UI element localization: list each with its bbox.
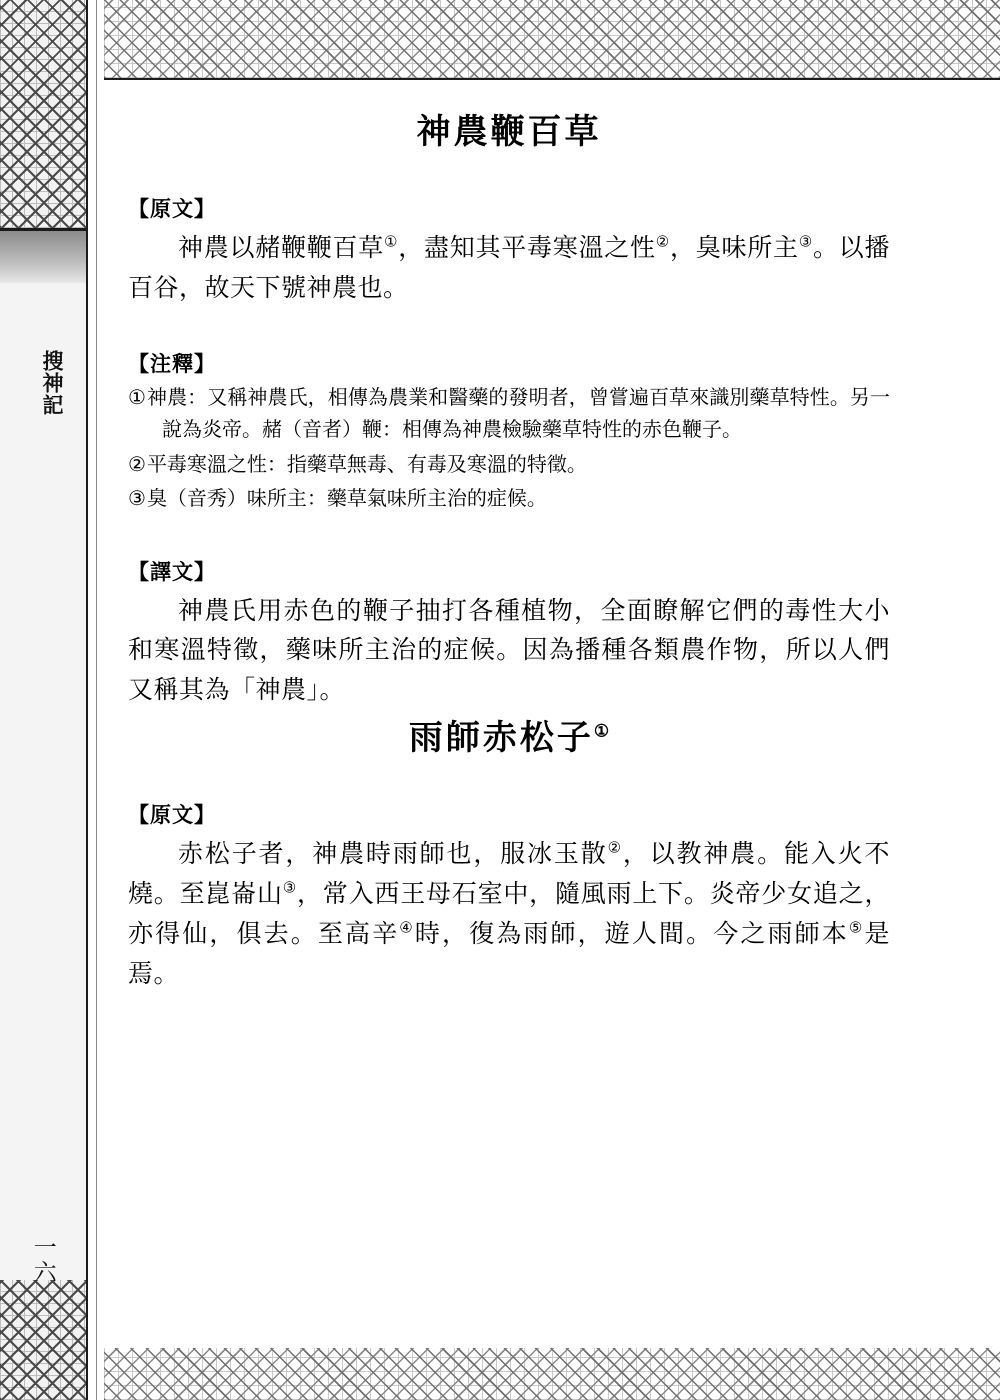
footnote-ref-3: ③ — [798, 234, 813, 251]
section-1-translation-block — [128, 556, 890, 711]
original-text-2-part4: 時，復為雨師，遊人間。今之雨師本 — [414, 921, 849, 949]
label-translation-1: 【譯文】 — [128, 560, 216, 584]
page-content — [128, 104, 890, 1334]
band-divider-rule — [86, 0, 88, 1400]
original-text-1-part3: ，臭味所主 — [669, 235, 799, 262]
original-text-1-part2: ，盡知其平毒寒溫之性 — [398, 235, 656, 262]
footnote-ref-2: ② — [655, 234, 670, 251]
page-number: 一六 — [30, 1235, 56, 1285]
section-title-1 — [128, 104, 890, 153]
band-divider-hairline — [96, 0, 97, 1400]
section-2-original-block — [128, 799, 890, 995]
header-rule — [104, 78, 1000, 80]
original-text-1-part4: 。以播百谷，故天下號神農也。 — [128, 235, 890, 302]
list-item — [128, 382, 890, 447]
footnote-ref-title-2: ① — [593, 721, 610, 741]
original-text-1-part1: 神農以赭鞭鞭百草 — [178, 235, 385, 262]
footnote-ref-5: ③ — [282, 880, 298, 897]
original-text-2-part3: ，常入西王母石室中，隨風雨上下。炎帝少女追之，亦得仙，俱去。至高辛 — [128, 881, 890, 949]
note-text: 神農：又稱神農氏，相傳為農業和醫藥的發明者，曾嘗遍百草來識別藥草特性。另一說為炎帝。赭（音者）鞭：相傳為神農檢驗藥草特性的赤色鞭子。 — [147, 387, 890, 442]
original-text-1 — [128, 229, 890, 308]
footnote-ref-1: ① — [384, 234, 399, 251]
note-text: 臭（音秀）味所主：藥草氣味所主治的症候。 — [146, 488, 547, 511]
band-spine-gradient — [0, 231, 88, 283]
section-title-1-text: 神農鞭百草 — [416, 114, 602, 151]
left-ornamental-band — [0, 0, 88, 1400]
label-original-2: 【原文】 — [128, 804, 216, 828]
footnote-ref-4: ② — [607, 840, 623, 857]
list-item — [128, 483, 890, 515]
translation-text-1: 神農氏用赤色的鞭子抽打各種植物，全面瞭解它們的毒性大小和寒溫特徵，藥味所主治的症候。因為播種各類農作物，所以人們又稱其為「神農」。 — [128, 597, 890, 704]
note-marker: ③ — [128, 488, 146, 511]
original-text-2 — [128, 835, 890, 995]
band-pattern-bottom — [0, 1280, 88, 1400]
section-1-notes-block — [128, 348, 890, 516]
original-text-2-part5: 是焉。 — [128, 921, 890, 989]
note-marker: ① — [128, 387, 147, 409]
original-text-2-part2: ，以教神農。能入火不燒。至崑崙山 — [128, 841, 890, 909]
footnote-ref-7: ⑤ — [848, 920, 865, 937]
label-original-1: 【原文】 — [128, 198, 216, 221]
notes-list — [128, 382, 890, 516]
section-title-2 — [128, 710, 890, 759]
note-text: 平毒寒溫之性：指藥草無毒、有毒及寒溫的特徵。 — [146, 453, 587, 476]
label-notes-1: 【注釋】 — [128, 353, 216, 376]
footnote-ref-6: ④ — [399, 920, 415, 937]
note-marker: ② — [128, 453, 146, 476]
list-item — [128, 449, 890, 481]
book-title-vertical: 搜神記 — [40, 350, 63, 416]
original-text-2-part1: 赤松子者，神農時雨師也，服冰玉散 — [178, 841, 608, 869]
footer-ornament-strip — [104, 1348, 1000, 1400]
band-pattern-top — [0, 0, 88, 228]
section-title-2-text: 雨師赤松子 — [408, 720, 594, 758]
header-ornament-strip — [104, 0, 1000, 78]
section-1-original-block — [128, 193, 890, 308]
